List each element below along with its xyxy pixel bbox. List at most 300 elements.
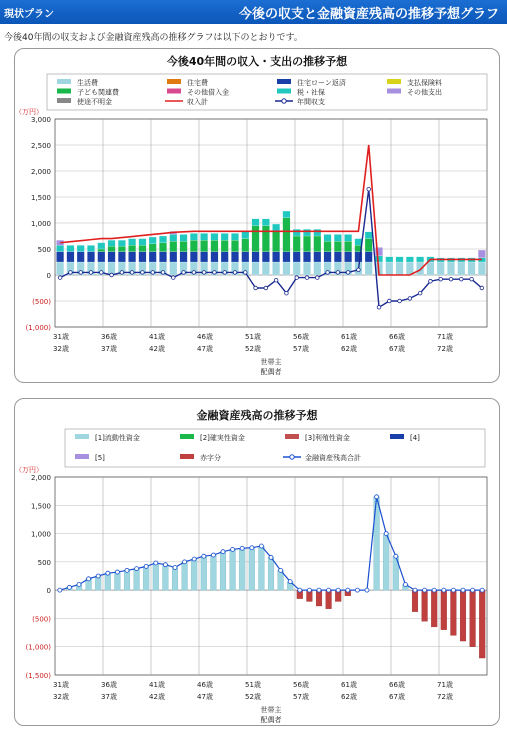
y-tick-label: 1,000 xyxy=(30,530,51,539)
x-tick-label: 32歳 xyxy=(53,693,69,701)
total-asset-point xyxy=(461,588,465,592)
total-asset-point xyxy=(403,582,407,586)
total-asset-point xyxy=(144,564,148,568)
bar-segment xyxy=(200,252,207,262)
balance-point xyxy=(367,187,371,191)
asset-bar xyxy=(153,563,159,590)
bar-segment xyxy=(149,237,156,244)
asset-bar xyxy=(230,549,236,590)
bar-segment xyxy=(77,252,84,262)
bar-segment xyxy=(221,233,228,240)
bar-segment xyxy=(159,236,166,243)
x-tick-label: 37歳 xyxy=(101,345,117,353)
bar-segment xyxy=(478,262,485,275)
balance-point xyxy=(120,271,124,275)
total-asset-point xyxy=(279,568,283,572)
x-tick-label: 46歳 xyxy=(197,681,213,689)
legend-label: 使途不明金 xyxy=(77,98,112,106)
legend-swatch xyxy=(75,434,89,439)
total-asset-point xyxy=(106,571,110,575)
bar-segment xyxy=(139,245,146,251)
chart-title: 今後40年間の収入・支出の推移予想 xyxy=(166,55,348,68)
x-axis-label: 配偶者 xyxy=(260,368,282,376)
legend-label: その他借入金 xyxy=(187,88,229,97)
header-bar xyxy=(0,0,507,24)
total-asset-point xyxy=(423,588,427,592)
legend-swatch xyxy=(57,98,71,103)
bar-segment xyxy=(365,232,372,239)
bar-segment xyxy=(262,252,269,262)
bar-segment xyxy=(365,262,372,275)
x-tick-label: 36歳 xyxy=(101,333,117,341)
bar-segment xyxy=(365,252,372,262)
balance-point xyxy=(418,291,422,295)
total-asset-point xyxy=(77,582,81,586)
total-asset-point xyxy=(192,557,196,561)
bar-segment xyxy=(242,239,249,252)
bar-segment xyxy=(139,252,146,262)
bar-segment xyxy=(375,256,382,262)
asset-bar xyxy=(115,572,121,590)
total-asset-point xyxy=(394,554,398,558)
total-asset-point xyxy=(125,568,129,572)
legend-label: 年間収支 xyxy=(297,98,325,106)
bar-segment xyxy=(98,243,105,249)
x-tick-label: 71歳 xyxy=(437,333,453,341)
balance-point xyxy=(449,277,453,281)
total-asset-point xyxy=(307,588,311,592)
total-asset-point xyxy=(163,563,167,567)
total-asset-point xyxy=(231,547,235,551)
bar-segment xyxy=(98,252,105,262)
chart-title: 金融資産残高の推移予想 xyxy=(196,409,318,422)
legend-label: 税・社保 xyxy=(297,88,325,97)
x-tick-label: 62歳 xyxy=(341,693,357,701)
income-expense-chart xyxy=(15,49,499,382)
bar-segment xyxy=(128,239,135,246)
asset-bar xyxy=(191,559,197,590)
x-tick-label: 37歳 xyxy=(101,693,117,701)
x-tick-label: 42歳 xyxy=(149,345,165,353)
legend-swatch xyxy=(277,79,291,84)
total-asset-point xyxy=(87,577,91,581)
bar-segment xyxy=(334,234,341,241)
total-asset-point xyxy=(173,566,177,570)
legend-swatch xyxy=(57,89,71,94)
balance-point xyxy=(387,299,391,303)
x-tick-label: 41歳 xyxy=(149,681,165,689)
x-tick-label: 71歳 xyxy=(437,681,453,689)
total-asset-point xyxy=(355,588,359,592)
balance-point xyxy=(429,279,433,283)
legend-label: 生活費 xyxy=(77,79,98,87)
asset-bar xyxy=(259,546,265,590)
bar-segment xyxy=(283,262,290,275)
y-tick-label: 500 xyxy=(37,558,51,567)
bar-segment xyxy=(211,233,218,240)
deficit-bar xyxy=(470,590,476,647)
legend-label: 住宅費 xyxy=(187,79,208,87)
y-tick-label: (1,000) xyxy=(25,643,51,652)
x-tick-label: 57歳 xyxy=(293,345,309,353)
balance-point xyxy=(408,297,412,301)
bar-segment xyxy=(56,245,63,251)
legend-swatch xyxy=(180,434,194,439)
balance-point xyxy=(89,271,93,275)
x-tick-label: 61歳 xyxy=(341,681,357,689)
bar-segment xyxy=(67,252,74,262)
y-tick-label: (1,500) xyxy=(25,672,51,680)
balance-point xyxy=(315,276,319,280)
asset-bar xyxy=(143,566,149,590)
bar-segment xyxy=(447,262,454,275)
bar-segment xyxy=(221,240,228,251)
legend-label: 住宅ローン返済 xyxy=(297,79,346,87)
bar-segment xyxy=(468,262,475,275)
bar-segment xyxy=(293,236,300,252)
balance-point xyxy=(470,277,474,281)
y-tick-label: (500) xyxy=(32,298,51,306)
bar-segment xyxy=(396,257,403,262)
x-tick-label: 31歳 xyxy=(53,681,69,689)
balance-point xyxy=(58,276,62,280)
bar-segment xyxy=(283,252,290,262)
bar-segment xyxy=(190,240,197,251)
total-asset-point xyxy=(115,570,119,574)
bar-segment xyxy=(396,262,403,275)
bar-segment xyxy=(211,252,218,262)
total-asset-point xyxy=(480,588,484,592)
bar-segment xyxy=(314,252,321,262)
bar-segment xyxy=(118,252,125,262)
total-asset-point xyxy=(135,567,139,571)
balance-point xyxy=(336,271,340,275)
bar-segment xyxy=(108,252,115,262)
bar-segment xyxy=(262,219,269,226)
legend-swatch xyxy=(167,79,181,84)
bar-segment xyxy=(180,252,187,262)
y-tick-label: 0 xyxy=(46,272,51,280)
legend-label: [5] xyxy=(95,454,105,462)
y-tick-label: 0 xyxy=(46,587,51,596)
asset-bar xyxy=(134,569,140,590)
deficit-bar xyxy=(412,590,418,611)
legend-swatch xyxy=(277,89,291,94)
bar-segment xyxy=(324,234,331,241)
bar-segment xyxy=(386,262,393,275)
legend-swatch xyxy=(180,454,194,459)
bar-segment xyxy=(98,249,105,252)
y-tick-label: (500) xyxy=(32,615,51,624)
x-tick-label: 46歳 xyxy=(197,333,213,341)
x-tick-label: 72歳 xyxy=(437,693,453,701)
asset-bar xyxy=(124,570,130,590)
deficit-bar xyxy=(451,590,457,635)
asset-bar xyxy=(249,548,255,590)
balance-point xyxy=(110,273,114,277)
legend-label: 子ども関連費 xyxy=(77,88,119,97)
x-tick-label: 51歳 xyxy=(245,333,261,341)
balance-point xyxy=(182,271,186,275)
y-tick-label: 2,000 xyxy=(30,474,51,482)
bar-segment xyxy=(314,262,321,275)
balance-point xyxy=(264,286,268,290)
bar-segment xyxy=(252,252,259,262)
bar-segment xyxy=(108,246,115,251)
total-asset-point xyxy=(432,588,436,592)
balance-point xyxy=(377,305,381,309)
balance-point xyxy=(243,271,247,275)
bar-segment xyxy=(416,257,423,262)
x-axis-label: 世帯主 xyxy=(260,706,282,714)
y-axis-unit: （万円） xyxy=(15,108,43,116)
balance-point xyxy=(151,271,155,275)
balance-point xyxy=(130,271,134,275)
total-asset-point xyxy=(365,588,369,592)
bar-segment xyxy=(170,241,177,251)
legend-label: 金融資産残高合計 xyxy=(305,454,361,462)
legend-label: その他支出 xyxy=(407,88,442,97)
asset-bar xyxy=(268,557,274,590)
bar-segment xyxy=(314,236,321,252)
x-axis-label: 配偶者 xyxy=(260,716,282,724)
bar-segment xyxy=(211,240,218,251)
bar-segment xyxy=(200,233,207,240)
bar-segment xyxy=(56,252,63,262)
asset-balance-chart xyxy=(15,399,499,725)
bar-segment xyxy=(293,262,300,275)
x-tick-label: 62歳 xyxy=(341,345,357,353)
bar-segment xyxy=(272,262,279,275)
x-tick-label: 56歳 xyxy=(293,681,309,689)
bar-segment xyxy=(87,252,94,262)
total-asset-point xyxy=(183,560,187,564)
bar-segment xyxy=(118,240,125,246)
x-tick-label: 51歳 xyxy=(245,681,261,689)
x-tick-label: 57歳 xyxy=(293,693,309,701)
bar-segment xyxy=(231,252,238,262)
bar-segment xyxy=(334,252,341,262)
legend-label: [4] xyxy=(410,434,420,442)
balance-point xyxy=(171,276,175,280)
y-tick-label: (1,000) xyxy=(25,324,51,332)
legend-swatch xyxy=(57,79,71,84)
bar-segment xyxy=(303,262,310,275)
bar-segment xyxy=(458,262,465,275)
y-tick-label: 500 xyxy=(37,246,51,254)
bar-segment xyxy=(365,239,372,252)
bar-segment xyxy=(252,226,259,252)
bar-segment xyxy=(272,224,279,231)
x-tick-label: 36歳 xyxy=(101,681,117,689)
x-tick-label: 31歳 xyxy=(53,333,69,341)
y-axis-unit: （万円） xyxy=(15,466,43,474)
total-asset-point xyxy=(269,555,273,559)
total-asset-point xyxy=(442,588,446,592)
bar-segment xyxy=(303,236,310,252)
balance-point xyxy=(254,286,258,290)
bar-segment xyxy=(283,211,290,218)
legend-label: [3]利殖性資金 xyxy=(305,434,350,442)
plan-label: 現状プラン xyxy=(4,9,54,20)
bar-segment xyxy=(200,240,207,251)
bar-segment xyxy=(252,219,259,226)
bar-segment xyxy=(118,246,125,251)
bar-segment xyxy=(324,241,331,251)
asset-bar xyxy=(220,552,226,590)
bar-segment xyxy=(344,234,351,241)
bar-segment xyxy=(303,229,310,236)
bar-segment xyxy=(427,262,434,275)
bar-segment xyxy=(190,233,197,240)
bar-segment xyxy=(159,252,166,262)
balance-point xyxy=(305,276,309,280)
total-asset-point xyxy=(240,546,244,550)
asset-bar xyxy=(163,565,169,590)
bar-segment xyxy=(242,232,249,239)
balance-point xyxy=(202,271,206,275)
x-tick-label: 67歳 xyxy=(389,693,405,701)
bar-segment xyxy=(344,252,351,262)
bar-segment xyxy=(77,245,84,251)
total-asset-point xyxy=(211,553,215,557)
bar-segment xyxy=(87,245,94,251)
bar-segment xyxy=(139,239,146,246)
total-asset-point xyxy=(67,585,71,589)
x-tick-label: 42歳 xyxy=(149,693,165,701)
bar-segment xyxy=(159,243,166,252)
balance-point xyxy=(480,286,484,290)
balance-point xyxy=(69,271,73,275)
bar-segment xyxy=(262,262,269,275)
y-tick-label: 2,500 xyxy=(30,142,51,150)
bar-segment xyxy=(344,241,351,251)
total-asset-point xyxy=(317,588,321,592)
bar-segment xyxy=(293,252,300,262)
deficit-bar xyxy=(479,590,485,658)
balance-point xyxy=(161,271,165,275)
asset-bar xyxy=(383,534,389,591)
bar-segment xyxy=(170,262,177,275)
total-asset-point xyxy=(298,588,302,592)
bar-segment xyxy=(437,262,444,275)
x-tick-label: 47歳 xyxy=(197,345,213,353)
total-asset-point xyxy=(288,580,292,584)
total-asset-point xyxy=(202,554,206,558)
balance-point xyxy=(99,271,103,275)
x-tick-label: 41歳 xyxy=(149,333,165,341)
total-asset-point xyxy=(471,588,475,592)
asset-balance-panel xyxy=(14,398,500,726)
x-tick-label: 47歳 xyxy=(197,693,213,701)
bar-segment xyxy=(272,252,279,262)
x-tick-label: 66歳 xyxy=(389,333,405,341)
bar-segment xyxy=(406,257,413,262)
asset-bar xyxy=(172,568,178,591)
balance-point xyxy=(223,271,227,275)
bar-segment xyxy=(180,241,187,251)
x-tick-label: 72歳 xyxy=(437,345,453,353)
bar-segment xyxy=(56,262,63,275)
balance-point xyxy=(459,277,463,281)
total-asset-point xyxy=(346,588,350,592)
legend-marker xyxy=(290,455,294,459)
x-tick-label: 56歳 xyxy=(293,333,309,341)
total-asset-point xyxy=(327,588,331,592)
total-asset-point xyxy=(451,588,455,592)
bar-segment xyxy=(231,240,238,251)
balance-point xyxy=(213,271,217,275)
bar-segment xyxy=(128,245,135,251)
bar-segment xyxy=(314,229,321,236)
bar-segment xyxy=(324,252,331,262)
y-tick-label: 3,000 xyxy=(30,116,51,124)
bar-segment xyxy=(180,234,187,241)
bar-segment xyxy=(262,226,269,252)
deficit-bar xyxy=(431,590,437,627)
legend-swatch xyxy=(285,434,299,439)
bar-segment xyxy=(242,252,249,262)
x-axis-label: 世帯主 xyxy=(260,358,282,366)
balance-point xyxy=(326,271,330,275)
legend-swatch xyxy=(387,79,401,84)
income-expense-panel xyxy=(14,48,500,383)
bar-segment xyxy=(221,252,228,262)
bar-segment xyxy=(252,262,259,275)
y-tick-label: 1,500 xyxy=(30,502,51,511)
total-asset-point xyxy=(413,588,417,592)
total-asset-point xyxy=(154,561,158,565)
asset-bar xyxy=(182,562,188,590)
bar-segment xyxy=(170,234,177,241)
balance-point xyxy=(141,271,145,275)
intro-text: 今後40年間の収支および金融資産残高の推移グラフは以下のとおりです。 xyxy=(4,33,303,43)
balance-point xyxy=(357,268,361,272)
legend-swatch xyxy=(390,434,404,439)
bar-segment xyxy=(303,252,310,262)
balance-point xyxy=(79,271,83,275)
x-tick-label: 61歳 xyxy=(341,333,357,341)
y-tick-label: 1,000 xyxy=(30,220,51,228)
bar-segment xyxy=(231,233,238,240)
total-asset-point xyxy=(221,550,225,554)
balance-point xyxy=(439,277,443,281)
deficit-bar xyxy=(460,590,466,641)
legend-swatch xyxy=(387,89,401,94)
bar-segment xyxy=(128,252,135,262)
balance-point xyxy=(192,271,196,275)
bar-segment xyxy=(334,241,341,251)
total-asset-point xyxy=(259,544,263,548)
total-asset-point xyxy=(250,546,254,550)
x-tick-label: 66歳 xyxy=(389,681,405,689)
asset-bar xyxy=(211,555,217,590)
legend-marker xyxy=(282,99,286,103)
bar-segment xyxy=(478,250,485,258)
bar-segment xyxy=(170,252,177,262)
legend-label: 収入計 xyxy=(187,98,208,106)
x-tick-label: 52歳 xyxy=(245,693,261,701)
bar-segment xyxy=(67,245,74,251)
legend-label: 赤字分 xyxy=(200,454,221,462)
legend-label: [1]流動性資金 xyxy=(95,434,140,442)
legend-label: [2]確実性資金 xyxy=(200,434,245,442)
bar-segment xyxy=(149,252,156,262)
total-asset-point xyxy=(336,588,340,592)
legend-label: 支払保険料 xyxy=(407,79,442,87)
bar-segment xyxy=(293,229,300,236)
balance-point xyxy=(295,276,299,280)
